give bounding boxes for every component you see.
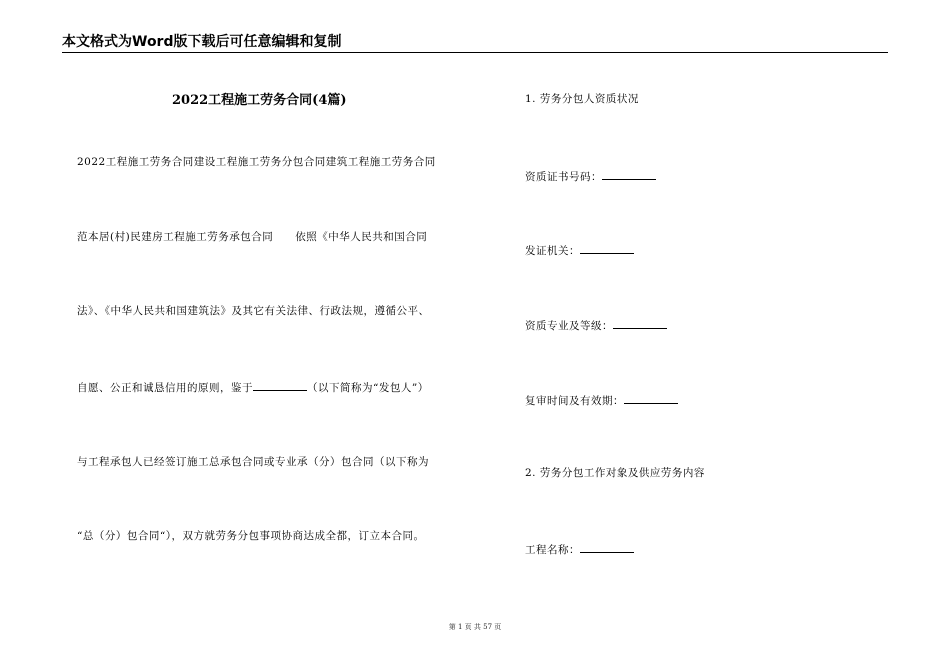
paragraph-line: 2022工程施工劳务合同建设工程施工劳务分包合同建筑工程施工劳务合同 xyxy=(77,156,436,168)
paragraph-text: 自愿、公正和诚恳信用的原则，鉴于 xyxy=(77,382,253,394)
form-line xyxy=(525,541,634,557)
form-line xyxy=(525,317,667,333)
field-label: 资质专业及等级： xyxy=(525,320,613,332)
fill-blank xyxy=(624,392,678,404)
download-banner: 本文格式为Word版下载后可任意编辑和复制 xyxy=(62,34,342,50)
fill-blank xyxy=(580,541,634,553)
footer-middle: 页 共 xyxy=(462,623,484,631)
paragraph-line: 与工程承包人已经签订施工总承包合同或专业承（分）包合同（以下称为 xyxy=(77,456,429,468)
field-label: 工程名称： xyxy=(525,544,580,556)
section-heading: 1. 劳务分包人资质状况 xyxy=(525,93,639,105)
paragraph-line xyxy=(77,379,429,395)
form-line xyxy=(525,168,656,184)
footer-prefix: 第 xyxy=(448,623,458,631)
form-line xyxy=(525,242,634,258)
page-footer xyxy=(0,622,950,632)
total-pages: 57 xyxy=(483,623,493,631)
fill-blank xyxy=(253,379,307,391)
header-rule xyxy=(62,52,888,53)
document-title: 2022工程施工劳务合同(4篇) xyxy=(172,93,347,108)
section-heading: 2. 劳务分包工作对象及供应劳务内容 xyxy=(525,467,705,479)
form-line xyxy=(525,392,678,408)
fill-blank xyxy=(602,168,656,180)
fill-blank xyxy=(580,242,634,254)
fill-blank xyxy=(613,317,667,329)
field-label: 发证机关： xyxy=(525,245,580,257)
page-number: 1 xyxy=(457,623,463,631)
paragraph-text: （以下简称为“发包人”） xyxy=(307,382,429,394)
paragraph-line: 法》、《中华人民共和国建筑法》及其它有关法律、行政法规，遵循公平、 xyxy=(77,305,430,317)
paragraph-line: “总（分）包合同“），双方就劳务分包事项协商达成全都，订立本合同。 xyxy=(77,530,425,542)
field-label: 资质证书号码： xyxy=(525,171,602,183)
footer-suffix: 页 xyxy=(492,623,502,631)
field-label: 复审时间及有效期： xyxy=(525,395,624,407)
paragraph-line: 范本居(村)民建房工程施工劳务承包合同 依照《中华人民共和国合同 xyxy=(77,231,428,243)
